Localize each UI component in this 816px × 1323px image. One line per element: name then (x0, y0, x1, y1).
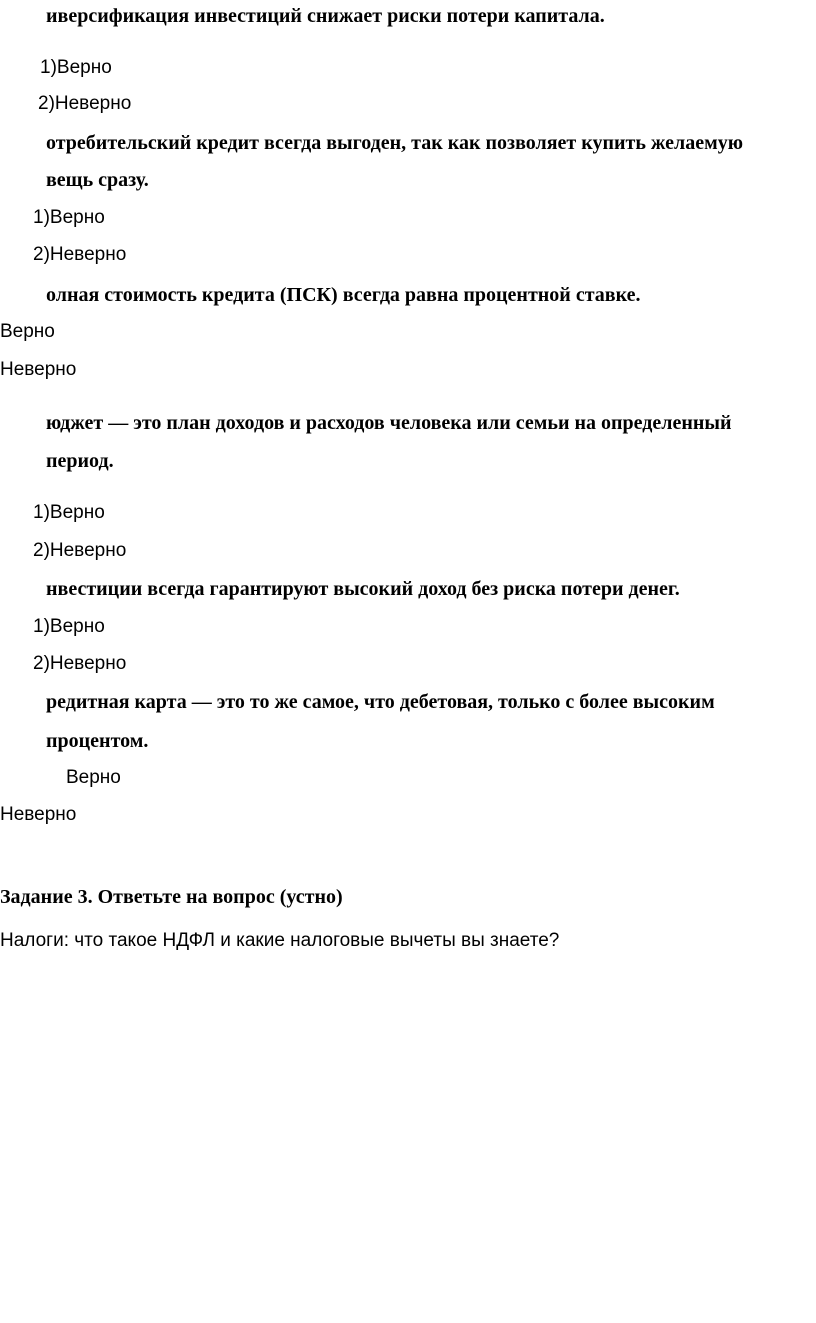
question-5-statement: нвестиции всегда гарантируют высокий доход без риска потери денег. (46, 578, 680, 600)
question-5-option-false: 2)Неверно (33, 653, 127, 674)
question-6-option-true: Верно (66, 767, 121, 788)
question-2-statement-line-2: вещь сразу. (46, 169, 149, 191)
question-4-statement-line-1: юджет — это план доходов и расходов человека или семьи на определенный (46, 412, 732, 434)
question-3-option-false: Неверно (0, 359, 77, 380)
question-4-option-false: 2)Неверно (33, 540, 127, 561)
question-1-option-true: 1)Верно (40, 57, 112, 78)
question-6-statement-line-2: процентом. (46, 730, 149, 752)
task-3-question: Налоги: что такое НДФЛ и какие налоговые вычеты вы знаете? (0, 930, 560, 951)
question-2-option-false: 2)Неверно (33, 244, 127, 265)
question-1-option-false: 2)Неверно (38, 93, 132, 114)
question-2-statement-line-1: отребительский кредит всегда выгоден, так как позволяет купить желаемую (46, 132, 744, 154)
question-3-statement: олная стоимость кредита (ПСК) всегда равна процентной ставке. (46, 284, 641, 306)
task-3-heading: Задание 3. Ответьте на вопрос (устно) (0, 886, 343, 908)
question-2-option-true: 1)Верно (33, 207, 105, 228)
question-4-option-true: 1)Верно (33, 502, 105, 523)
question-5-option-true: 1)Верно (33, 616, 105, 637)
question-6-statement-line-1: редитная карта — это то же самое, что дебетовая, только с более высоким (46, 691, 715, 713)
question-1-statement: иверсификация инвестиций снижает риски потери капитала. (46, 5, 605, 27)
question-3-option-true: Верно (0, 321, 55, 342)
question-6-option-false: Неверно (0, 804, 77, 825)
question-4-statement-line-2: период. (46, 450, 114, 472)
